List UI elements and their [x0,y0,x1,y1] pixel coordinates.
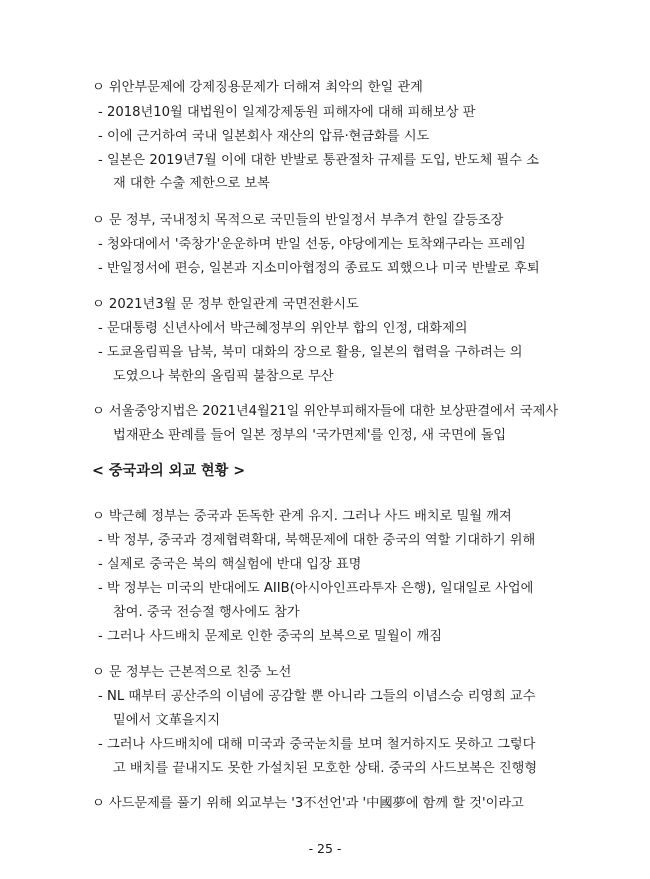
dash-item: - 그러나 사드배치 문제로 인한 중국의 보복으로 밀월이 깨짐 [98,629,443,644]
dash-item-continuation: 밑에서 文革을지지 [113,713,221,728]
section-heading-china: < 중국과의 외교 현황 > [92,463,246,479]
dash-item: - 그러나 사드배치에 대해 미국과 중국눈치를 보며 철거하지도 못하고 그렇다 [98,737,536,752]
dash-item: - 박 정부, 중국과 경제협력확대, 북핵문제에 대한 중국의 역할 기대하기 위해 [98,533,536,548]
dash-item: - 실제로 중국은 북의 핵실험에 반대 입장 표명 [98,557,362,572]
bullet-park-government: ㅇ 박근혜 정부는 중국과 돈독한 관계 유지. 그러나 사드 배치로 밀월 깨져 [92,509,512,524]
dash-item: - 청와대에서 '죽창가'운운하며 반일 선동, 야당에게는 토착왜구라는 프레임 [98,237,526,252]
dash-item-continuation: 도였으나 북한의 올림픽 불참으로 무산 [113,369,334,384]
dash-item-continuation: 재 대한 수출 제한으로 보복 [113,176,270,191]
dash-item: - 반일정서에 편승, 일본과 지소미아협정의 종료도 꾀했으나 미국 반발로 후퇴 [98,261,540,276]
bullet-seoul-court: ㅇ 서울중앙지법은 2021년4월21일 위안부피해자들에 대한 보상판결에서 국제사 [92,404,559,419]
page-number: - 25 - [308,841,342,856]
bullet-thaad-issue: ㅇ 사드문제를 풀기 위해 외교부는 '3不선언'과 '中國夢에 함께 할 것'이라고 [92,796,524,811]
bullet-2021-march: ㅇ 2021년3월 문 정부 한일관계 국면전환시도 [92,297,359,312]
dash-item: - 일본은 2019년7월 이에 대한 반발로 통관절차 규제를 도입, 반도체 필수 소 [98,153,539,168]
dash-item: - 문대통령 신년사에서 박근혜정부의 위안부 합의 인정, 대화제의 [98,321,468,336]
dash-item: - 도쿄올림픽을 남북, 북미 대화의 장으로 활용, 일본의 협력을 구하려는 의 [98,345,523,360]
dash-item: - 박 정부는 미국의 반대에도 AIIB(아시아인프라투자 은행), 일대일로 사업에 [98,581,534,596]
dash-item: - NL 때부터 공산주의 이념에 공감할 뿐 아니라 그들의 이념스승 리영희 교수 [98,689,536,704]
dash-item-continuation: 고 배치를 끝내지도 못한 가설치된 모호한 상태. 중국의 사드보복은 진행형 [113,761,538,776]
dash-item: - 2018년10월 대법원이 일제강제동원 피해자에 대해 피해보상 판 [98,105,476,120]
dash-item: - 이에 근거하여 국내 일본회사 재산의 압류·현금화를 시도 [98,129,430,144]
dash-item-continuation: 참여. 중국 전승절 행사에도 참가 [113,605,300,620]
bullet-korea-japan-relations: ㅇ 위안부문제에 강제징용문제가 더해져 최악의 한일 관계 [92,80,423,95]
bullet-moon-government: ㅇ 문 정부, 국내정치 목적으로 국민들의 반일정서 부추겨 한일 갈등조장 [92,213,504,228]
bullet-continuation: 법재판소 판례를 들어 일본 정부의 '국가면제'를 인정, 새 국면에 돌입 [113,428,507,443]
bullet-pro-china-line: ㅇ 문 정부는 근본적으로 친중 노선 [92,665,292,680]
